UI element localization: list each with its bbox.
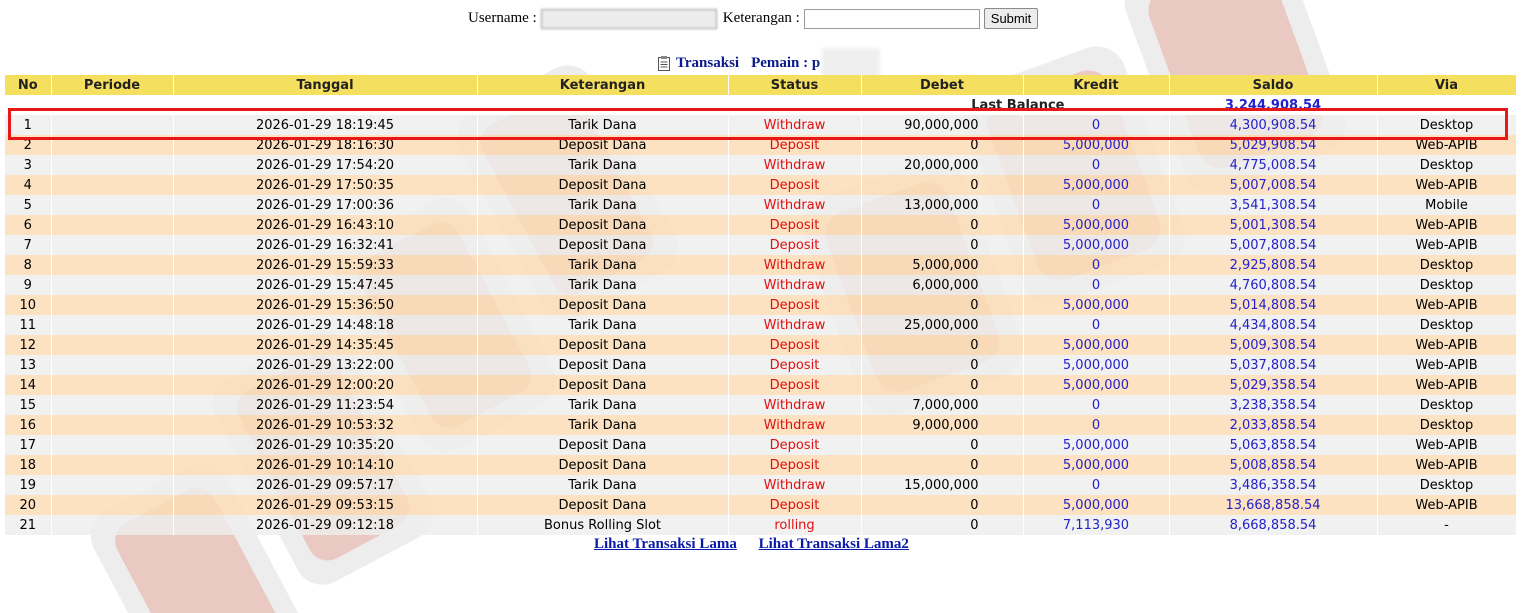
transaksi-title: Transaksi	[676, 54, 740, 71]
cell-via: Desktop	[1377, 395, 1516, 415]
table-row	[5, 155, 1516, 175]
cell-status: Deposit	[728, 455, 861, 475]
cell-saldo: 8,668,858.54	[1169, 515, 1377, 535]
cell-keterangan: Deposit Dana	[477, 175, 728, 195]
cell-debet: 0	[861, 435, 1023, 455]
table-row	[5, 215, 1516, 235]
cell-kredit: 0	[1023, 275, 1169, 295]
cell-tanggal: 2026-01-29 18:19:45	[173, 115, 477, 135]
cell-status: Deposit	[728, 235, 861, 255]
cell-tanggal: 2026-01-29 17:54:20	[173, 155, 477, 175]
cell-keterangan: Deposit Dana	[477, 235, 728, 255]
cell-status: rolling	[728, 515, 861, 535]
cell-keterangan: Tarik Dana	[477, 195, 728, 215]
cell-via: Web-APIB	[1377, 435, 1516, 455]
cell-keterangan: Deposit Dana	[477, 135, 728, 155]
cell-status: Withdraw	[728, 475, 861, 495]
cell-saldo: 3,486,358.54	[1169, 475, 1377, 495]
cell-no: 21	[5, 515, 51, 535]
table-row	[5, 315, 1516, 335]
cell-periode	[51, 375, 173, 395]
cell-no: 6	[5, 215, 51, 235]
cell-tanggal: 2026-01-29 14:48:18	[173, 315, 477, 335]
cell-saldo: 4,300,908.54	[1169, 115, 1377, 135]
last-balance-value: 3,244,908.54	[1169, 95, 1377, 115]
cell-no: 8	[5, 255, 51, 275]
table-row	[5, 275, 1516, 295]
cell-via: Web-APIB	[1377, 355, 1516, 375]
cell-keterangan: Tarik Dana	[477, 255, 728, 275]
cell-tanggal: 2026-01-29 16:32:41	[173, 235, 477, 255]
cell-tanggal: 2026-01-29 12:00:20	[173, 375, 477, 395]
cell-kredit: 0	[1023, 475, 1169, 495]
cell-tanggal: 2026-01-29 11:23:54	[173, 395, 477, 415]
cell-debet: 13,000,000	[861, 195, 1023, 215]
cell-kredit: 5,000,000	[1023, 375, 1169, 395]
cell-debet: 0	[861, 335, 1023, 355]
cell-periode	[51, 415, 173, 435]
cell-saldo: 4,434,808.54	[1169, 315, 1377, 335]
cell-no: 17	[5, 435, 51, 455]
cell-tanggal: 2026-01-29 15:36:50	[173, 295, 477, 315]
table-row	[5, 115, 1516, 135]
table-row	[5, 495, 1516, 515]
cell-periode	[51, 435, 173, 455]
table-row	[5, 135, 1516, 155]
cell-kredit: 0	[1023, 415, 1169, 435]
cell-tanggal: 2026-01-29 17:50:35	[173, 175, 477, 195]
cell-via: Web-APIB	[1377, 335, 1516, 355]
cell-via: Desktop	[1377, 115, 1516, 135]
cell-status: Withdraw	[728, 415, 861, 435]
cell-via: Web-APIB	[1377, 135, 1516, 155]
cell-no: 18	[5, 455, 51, 475]
username-label: Username :	[468, 10, 537, 26]
cell-debet: 0	[861, 215, 1023, 235]
cell-status: Withdraw	[728, 395, 861, 415]
cell-periode	[51, 175, 173, 195]
cell-via: -	[1377, 515, 1516, 535]
cell-no: 2	[5, 135, 51, 155]
cell-keterangan: Bonus Rolling Slot	[477, 515, 728, 535]
cell-status: Withdraw	[728, 255, 861, 275]
col-header-debet[interactable]: Debet	[861, 75, 1023, 95]
cell-status: Deposit	[728, 435, 861, 455]
col-header-saldo[interactable]: Saldo	[1169, 75, 1377, 95]
col-header-periode[interactable]: Periode	[51, 75, 173, 95]
cell-saldo: 5,063,858.54	[1169, 435, 1377, 455]
cell-status: Deposit	[728, 495, 861, 515]
cell-kredit: 5,000,000	[1023, 295, 1169, 315]
cell-periode	[51, 255, 173, 275]
cell-tanggal: 2026-01-29 13:22:00	[173, 355, 477, 375]
col-header-tanggal[interactable]: Tanggal	[173, 75, 477, 95]
cell-debet: 0	[861, 515, 1023, 535]
cell-via: Web-APIB	[1377, 295, 1516, 315]
cell-via: Desktop	[1377, 415, 1516, 435]
cell-keterangan: Tarik Dana	[477, 315, 728, 335]
cell-keterangan: Deposit Dana	[477, 435, 728, 455]
cell-saldo: 2,925,808.54	[1169, 255, 1377, 275]
cell-saldo: 5,007,808.54	[1169, 235, 1377, 255]
cell-keterangan: Tarik Dana	[477, 475, 728, 495]
cell-no: 11	[5, 315, 51, 335]
cell-no: 20	[5, 495, 51, 515]
cell-tanggal: 2026-01-29 09:57:17	[173, 475, 477, 495]
page-title	[658, 48, 880, 78]
footer-links	[594, 536, 927, 553]
cell-tanggal: 2026-01-29 14:35:45	[173, 335, 477, 355]
cell-tanggal: 2026-01-29 18:16:30	[173, 135, 477, 155]
cell-no: 10	[5, 295, 51, 315]
cell-kredit: 0	[1023, 255, 1169, 275]
cell-via: Web-APIB	[1377, 495, 1516, 515]
cell-debet: 15,000,000	[861, 475, 1023, 495]
cell-saldo: 2,033,858.54	[1169, 415, 1377, 435]
cell-kredit: 5,000,000	[1023, 235, 1169, 255]
cell-kredit: 5,000,000	[1023, 175, 1169, 195]
cell-tanggal: 2026-01-29 10:53:32	[173, 415, 477, 435]
cell-kredit: 5,000,000	[1023, 355, 1169, 375]
cell-debet: 6,000,000	[861, 275, 1023, 295]
cell-debet: 90,000,000	[861, 115, 1023, 135]
cell-no: 4	[5, 175, 51, 195]
cell-periode	[51, 135, 173, 155]
cell-periode	[51, 495, 173, 515]
cell-saldo: 5,014,808.54	[1169, 295, 1377, 315]
cell-kredit: 5,000,000	[1023, 435, 1169, 455]
cell-keterangan: Tarik Dana	[477, 415, 728, 435]
cell-keterangan: Deposit Dana	[477, 215, 728, 235]
cell-tanggal: 2026-01-29 09:12:18	[173, 515, 477, 535]
cell-no: 15	[5, 395, 51, 415]
cell-saldo: 5,029,908.54	[1169, 135, 1377, 155]
cell-debet: 25,000,000	[861, 315, 1023, 335]
cell-tanggal: 2026-01-29 10:35:20	[173, 435, 477, 455]
cell-status: Deposit	[728, 215, 861, 235]
cell-periode	[51, 115, 173, 135]
lihat-transaksi-lama2-link[interactable]: Lihat Transaksi Lama2	[758, 536, 909, 552]
cell-no: 1	[5, 115, 51, 135]
cell-status: Deposit	[728, 355, 861, 375]
cell-periode	[51, 275, 173, 295]
cell-kredit: 5,000,000	[1023, 495, 1169, 515]
cell-debet: 9,000,000	[861, 415, 1023, 435]
cell-keterangan: Tarik Dana	[477, 395, 728, 415]
cell-saldo: 4,775,008.54	[1169, 155, 1377, 175]
cell-status: Withdraw	[728, 155, 861, 175]
cell-via: Web-APIB	[1377, 455, 1516, 475]
cell-saldo: 13,668,858.54	[1169, 495, 1377, 515]
cell-no: 12	[5, 335, 51, 355]
cell-via: Web-APIB	[1377, 235, 1516, 255]
cell-via: Desktop	[1377, 155, 1516, 175]
transactions-table	[5, 75, 1517, 535]
cell-via: Mobile	[1377, 195, 1516, 215]
cell-tanggal: 2026-01-29 09:53:15	[173, 495, 477, 515]
submit-button[interactable]: Submit	[984, 8, 1038, 29]
col-header-no[interactable]: No	[5, 75, 51, 95]
cell-tanggal: 2026-01-29 17:00:36	[173, 195, 477, 215]
table-row	[5, 355, 1516, 375]
cell-periode	[51, 335, 173, 355]
cell-no: 19	[5, 475, 51, 495]
cell-kredit: 5,000,000	[1023, 135, 1169, 155]
search-form	[468, 8, 1038, 29]
pemain-label: Pemain : p	[751, 54, 821, 71]
cell-status: Deposit	[728, 135, 861, 155]
col-header-keterangan[interactable]: Keterangan	[477, 75, 728, 95]
cell-debet: 0	[861, 175, 1023, 195]
cell-tanggal: 2026-01-29 15:47:45	[173, 275, 477, 295]
cell-saldo: 3,541,308.54	[1169, 195, 1377, 215]
cell-periode	[51, 315, 173, 335]
table-row	[5, 475, 1516, 495]
cell-saldo: 5,009,308.54	[1169, 335, 1377, 355]
cell-status: Deposit	[728, 335, 861, 355]
cell-kredit: 0	[1023, 155, 1169, 175]
cell-tanggal: 2026-01-29 16:43:10	[173, 215, 477, 235]
col-header-kredit[interactable]: Kredit	[1023, 75, 1169, 95]
table-row	[5, 435, 1516, 455]
table-row	[5, 195, 1516, 215]
cell-saldo: 5,037,808.54	[1169, 355, 1377, 375]
last-balance-label: Last Balance	[861, 95, 1169, 115]
cell-periode	[51, 475, 173, 495]
cell-debet: 0	[861, 455, 1023, 475]
col-header-status[interactable]: Status	[728, 75, 861, 95]
cell-keterangan: Tarik Dana	[477, 275, 728, 295]
cell-periode	[51, 455, 173, 475]
cell-saldo: 5,029,358.54	[1169, 375, 1377, 395]
cell-periode	[51, 355, 173, 375]
cell-keterangan: Tarik Dana	[477, 155, 728, 175]
cell-no: 9	[5, 275, 51, 295]
cell-periode	[51, 195, 173, 215]
pemain-name-redacted	[822, 48, 880, 78]
cell-keterangan: Deposit Dana	[477, 335, 728, 355]
table-header	[5, 75, 1516, 95]
table-row	[5, 375, 1516, 395]
cell-periode	[51, 395, 173, 415]
cell-no: 3	[5, 155, 51, 175]
cell-kredit: 5,000,000	[1023, 455, 1169, 475]
cell-no: 13	[5, 355, 51, 375]
cell-status: Deposit	[728, 295, 861, 315]
table-row	[5, 335, 1516, 355]
cell-keterangan: Deposit Dana	[477, 295, 728, 315]
cell-keterangan: Deposit Dana	[477, 455, 728, 475]
cell-debet: 0	[861, 495, 1023, 515]
cell-no: 14	[5, 375, 51, 395]
cell-debet: 0	[861, 375, 1023, 395]
cell-status: Deposit	[728, 375, 861, 395]
col-header-via[interactable]: Via	[1377, 75, 1516, 95]
cell-via: Web-APIB	[1377, 215, 1516, 235]
cell-debet: 5,000,000	[861, 255, 1023, 275]
cell-saldo: 5,008,858.54	[1169, 455, 1377, 475]
cell-via: Desktop	[1377, 255, 1516, 275]
cell-status: Deposit	[728, 175, 861, 195]
cell-kredit: 0	[1023, 395, 1169, 415]
cell-no: 7	[5, 235, 51, 255]
cell-kredit: 5,000,000	[1023, 335, 1169, 355]
cell-kredit: 0	[1023, 315, 1169, 335]
table-row	[5, 255, 1516, 275]
cell-status: Withdraw	[728, 195, 861, 215]
cell-keterangan: Deposit Dana	[477, 375, 728, 395]
cell-via: Web-APIB	[1377, 375, 1516, 395]
cell-status: Withdraw	[728, 315, 861, 335]
cell-periode	[51, 515, 173, 535]
cell-status: Withdraw	[728, 115, 861, 135]
cell-keterangan: Tarik Dana	[477, 115, 728, 135]
table-row	[5, 395, 1516, 415]
cell-saldo: 5,001,308.54	[1169, 215, 1377, 235]
cell-debet: 7,000,000	[861, 395, 1023, 415]
cell-kredit: 0	[1023, 115, 1169, 135]
table-row	[5, 235, 1516, 255]
table-row	[5, 415, 1516, 435]
lihat-transaksi-lama-link[interactable]: Lihat Transaksi Lama	[594, 536, 737, 552]
cell-debet: 20,000,000	[861, 155, 1023, 175]
cell-keterangan: Deposit Dana	[477, 495, 728, 515]
cell-via: Desktop	[1377, 315, 1516, 335]
cell-periode	[51, 295, 173, 315]
cell-no: 16	[5, 415, 51, 435]
cell-kredit: 0	[1023, 195, 1169, 215]
cell-via: Web-APIB	[1377, 175, 1516, 195]
cell-saldo: 4,760,808.54	[1169, 275, 1377, 295]
cell-debet: 0	[861, 235, 1023, 255]
cell-saldo: 5,007,008.54	[1169, 175, 1377, 195]
cell-debet: 0	[861, 295, 1023, 315]
table-row	[5, 295, 1516, 315]
cell-status: Withdraw	[728, 275, 861, 295]
cell-saldo: 3,238,358.54	[1169, 395, 1377, 415]
keterangan-input[interactable]	[804, 9, 980, 29]
table-row	[5, 175, 1516, 195]
table-row	[5, 455, 1516, 475]
cell-via: Desktop	[1377, 475, 1516, 495]
last-balance-row	[5, 95, 1516, 115]
cell-via: Desktop	[1377, 275, 1516, 295]
cell-kredit: 5,000,000	[1023, 215, 1169, 235]
clipboard-icon	[658, 56, 670, 71]
table-row	[5, 515, 1516, 535]
cell-no: 5	[5, 195, 51, 215]
cell-debet: 0	[861, 135, 1023, 155]
cell-periode	[51, 215, 173, 235]
cell-periode	[51, 235, 173, 255]
cell-keterangan: Deposit Dana	[477, 355, 728, 375]
cell-periode	[51, 155, 173, 175]
username-input[interactable]	[541, 9, 717, 29]
keterangan-label: Keterangan :	[722, 10, 800, 26]
cell-kredit: 7,113,930	[1023, 515, 1169, 535]
cell-debet: 0	[861, 355, 1023, 375]
cell-tanggal: 2026-01-29 15:59:33	[173, 255, 477, 275]
cell-tanggal: 2026-01-29 10:14:10	[173, 455, 477, 475]
